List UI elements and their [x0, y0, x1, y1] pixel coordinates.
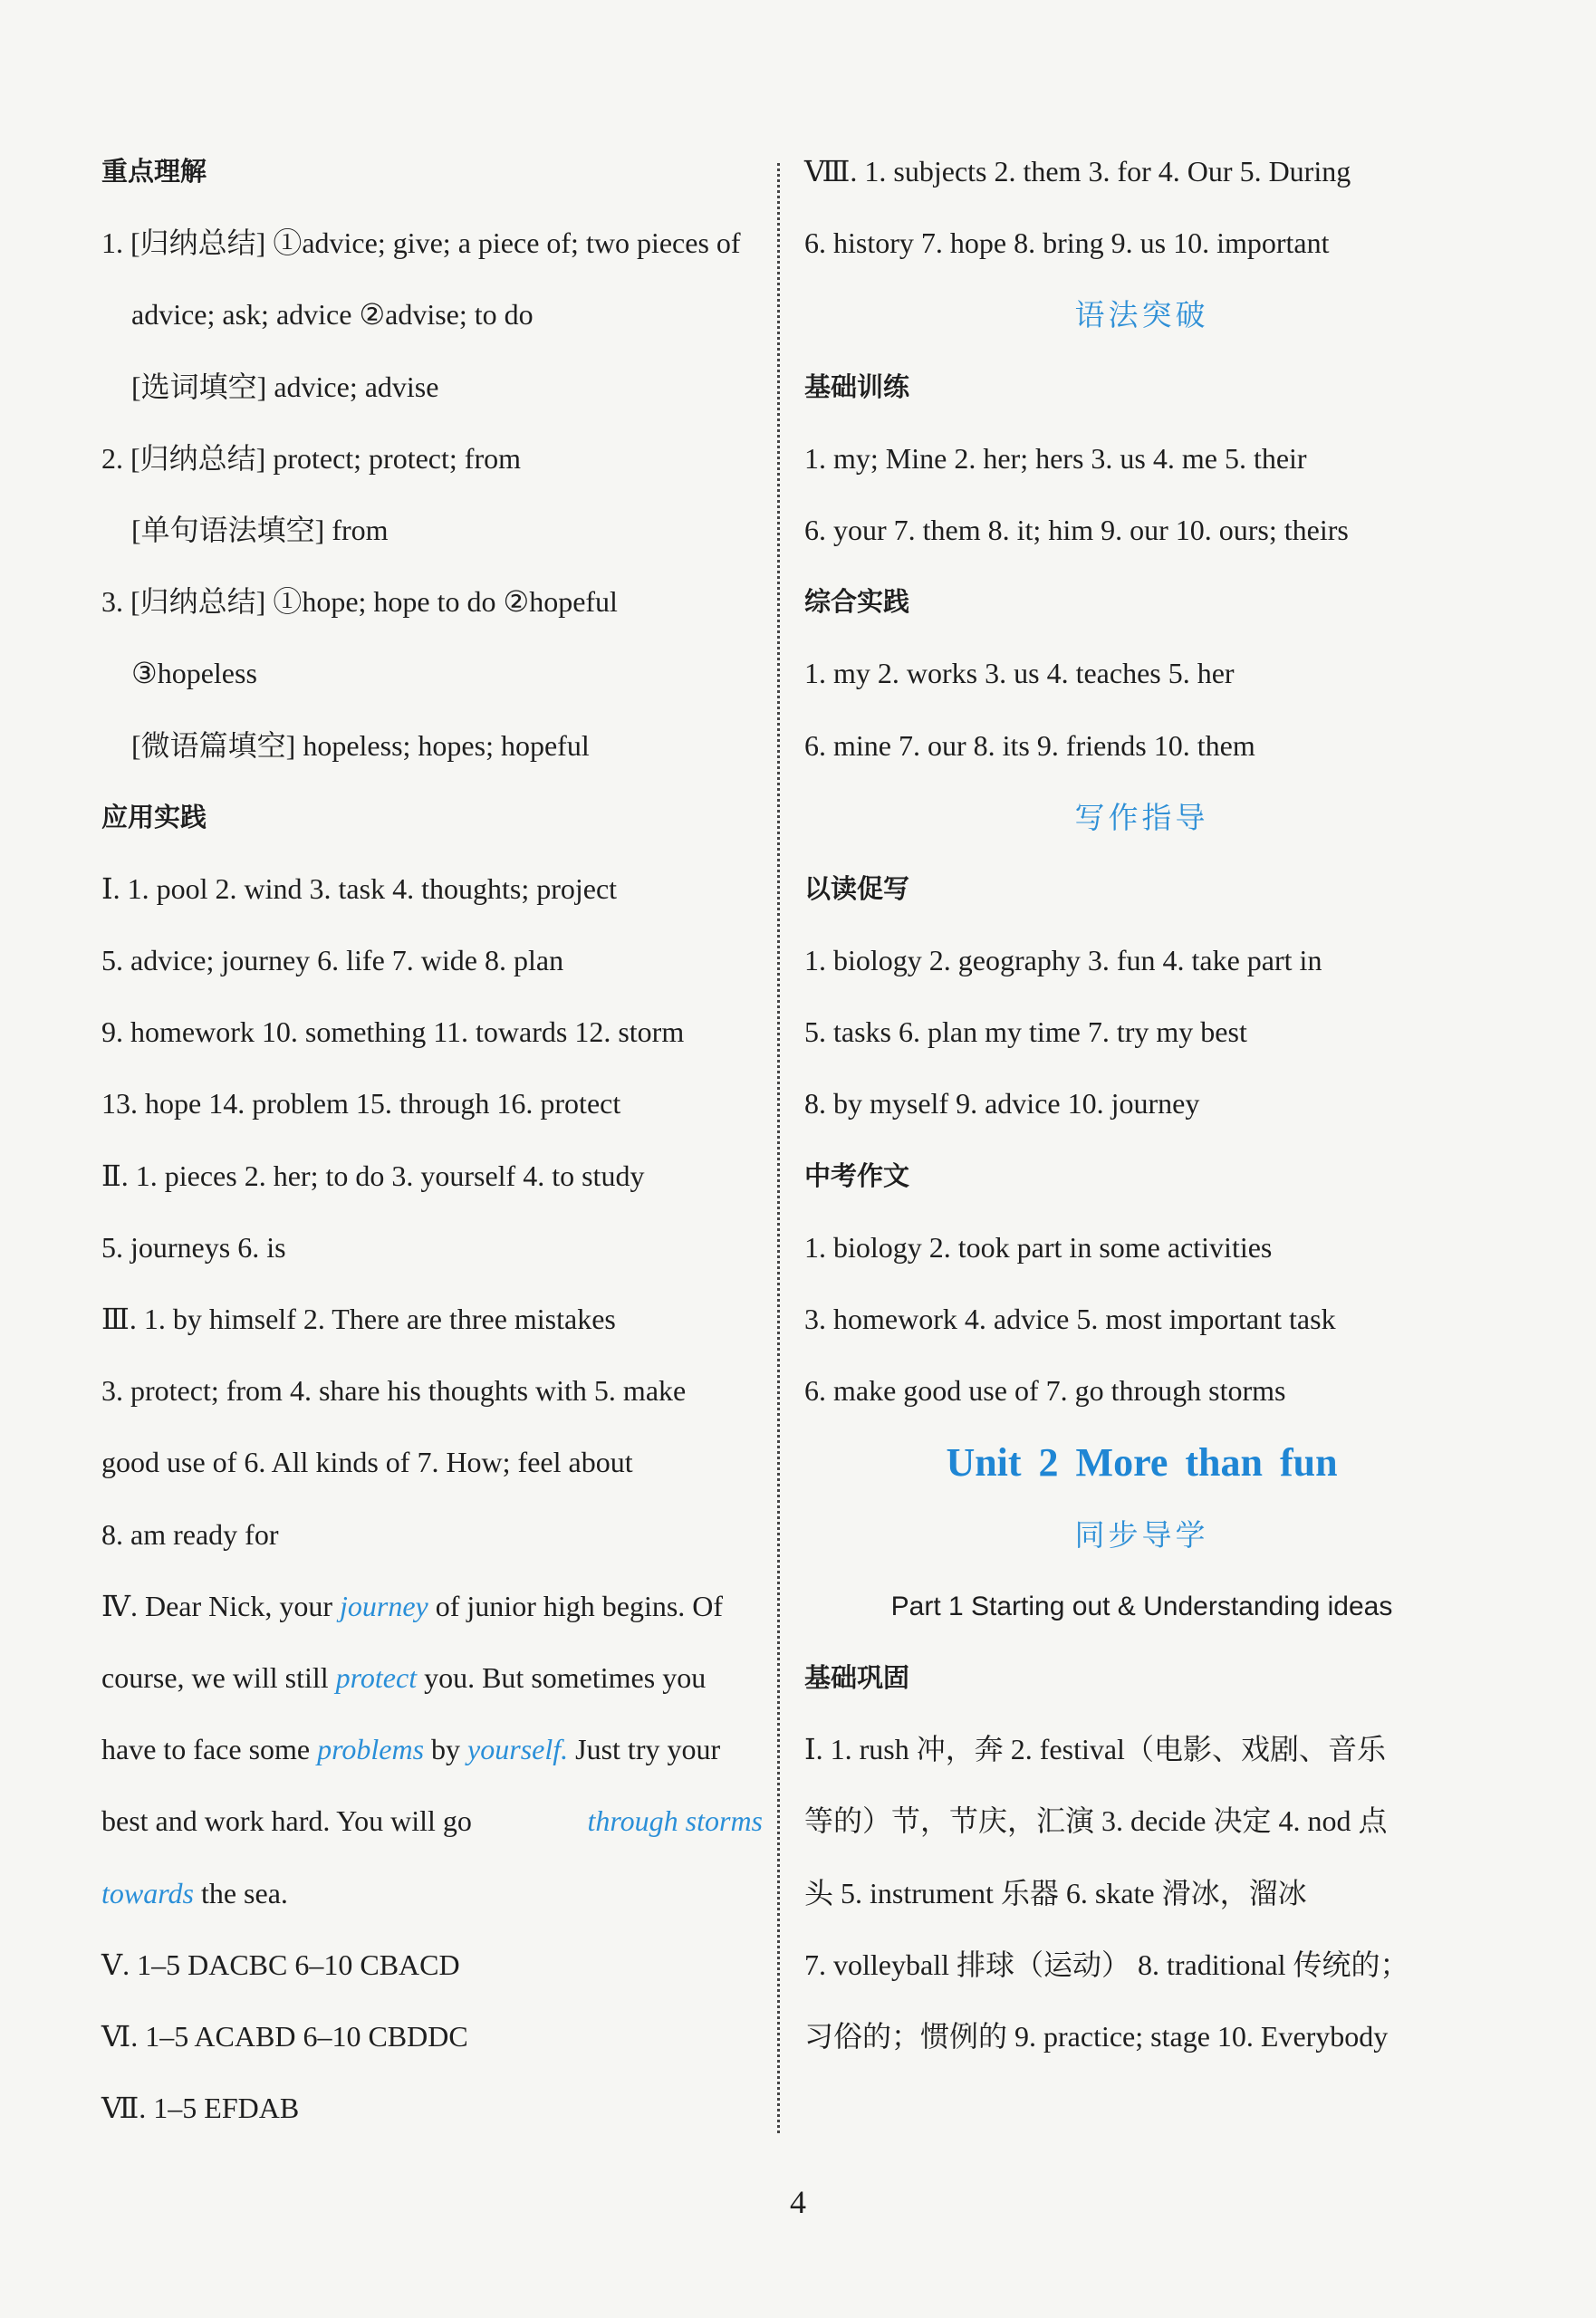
text-line: Ⅰ. 1. pool 2. wind 3. task 4. thoughts; project	[101, 871, 618, 905]
text-line: 8. am ready for	[101, 1517, 279, 1551]
text-line: 5. journeys 6. is	[101, 1230, 286, 1264]
text-line: 1. [归纳总结] ①advice; give; a piece of; two pieces of	[101, 226, 741, 260]
left-column	[101, 136, 763, 2144]
text-line: 6. your 7. them 8. it; him 9. our 10. ours; theirs	[804, 513, 1349, 546]
text-line: 6. mine 7. our 8. its 9. friends 10. them	[804, 728, 1255, 762]
text-line: 6. history 7. hope 8. bring 9. us 10. important	[804, 226, 1330, 260]
right-column	[804, 136, 1479, 2073]
text-line: Ⅷ. 1. subjects 2. them 3. for 4. Our 5. During	[804, 155, 1351, 188]
text-line: 13. hope 14. problem 15. through 16. protect	[101, 1087, 621, 1121]
text-line: 3. protect; from 4. share his thoughts with 5. make	[101, 1374, 687, 1408]
blank-answer: protect	[335, 1660, 418, 1694]
blank-answer: journey	[340, 1589, 428, 1622]
blank-answer: through storms	[587, 1804, 763, 1838]
text-line-indented: [微语篇填空] hopeless; hopes; hopeful	[131, 728, 590, 762]
text-line: 3. [归纳总结] ①hope; hope to do ②hopeful	[101, 585, 618, 619]
text-line: Ⅰ. 1. rush 冲，奔 2. festival（电影、戏剧、音乐	[804, 1733, 1386, 1766]
blank-answer: towards	[101, 1876, 194, 1909]
section-heading: 同步导学	[1074, 1516, 1209, 1553]
text-line: Ⅶ. 1–5 EFDAB	[101, 2092, 300, 2125]
section-heading: 写作指导	[1074, 799, 1209, 835]
column-divider	[777, 163, 780, 2133]
text-line: Ⅱ. 1. pieces 2. her; to do 3. yourself 4. to study	[101, 1159, 645, 1192]
text-line: 9. homework 10. something 11. towards 12. storm	[101, 1015, 685, 1049]
passage	[101, 1571, 763, 1929]
passage-line: Ⅳ. Dear Nick, your journey of junior high begins. Of	[101, 1589, 724, 1622]
text-line: Ⅲ. 1. by himself 2. There are three mistakes	[101, 1303, 616, 1335]
text-line: Ⅴ. 1–5 DACBC 6–10 CBACD	[101, 1948, 460, 1981]
text-line: 习俗的；惯例的 9. practice; stage 10. Everybody	[804, 2019, 1389, 2053]
text-line-indented: [选词填空] advice; advise	[131, 370, 439, 403]
unit-title: Unit 2 More than fun	[946, 1440, 1338, 1486]
passage-line: towards the sea.	[101, 1876, 288, 1909]
text-line-indented: ③hopeless	[131, 657, 257, 690]
page-number: 4	[790, 2184, 806, 2220]
subsection-heading: 重点理解	[101, 156, 207, 187]
text-line: 5. tasks 6. plan my time 7. try my best	[804, 1015, 1247, 1049]
text-line: 5. advice; journey 6. life 7. wide 8. plan	[101, 944, 564, 977]
subsection-heading: 基础巩固	[804, 1661, 910, 1693]
part-title: Part 1 Starting out & Understanding ideas	[890, 1591, 1393, 1621]
text-line-indented: advice; ask; advice ②advise; to do	[131, 298, 534, 332]
text-line: 7. volleyball 排球（运动） 8. traditional 传统的；	[804, 1948, 1409, 1981]
text-line: 等的）节，节庆，汇演 3. decide 决定 4. nod 点	[804, 1804, 1388, 1838]
text-line: 8. by myself 9. advice 10. journey	[804, 1087, 1200, 1121]
text-line: 1. biology 2. took part in some activities	[804, 1230, 1273, 1264]
text-line: 1. biology 2. geography 3. fun 4. take part in	[804, 944, 1322, 977]
blank-answer: problems	[317, 1733, 425, 1766]
text-line: 3. homework 4. advice 5. most important task	[804, 1303, 1336, 1335]
subsection-heading: 基础训练	[804, 370, 910, 402]
subsection-heading: 中考作文	[804, 1159, 910, 1191]
text-line: 1. my; Mine 2. her; hers 3. us 4. me 5. their	[804, 441, 1307, 475]
text-line: good use of 6. All kinds of 7. How; feel about	[101, 1446, 633, 1479]
text-line: 1. my 2. works 3. us 4. teaches 5. her	[804, 657, 1235, 690]
subsection-heading: 以读促写	[804, 872, 910, 904]
passage-line: best and work hard. You will go through storms	[101, 1785, 763, 1857]
subsection-heading: 综合实践	[804, 586, 910, 618]
text-line: 2. [归纳总结] protect; protect; from	[101, 441, 521, 475]
passage-line: course, we will still protect you. But sometimes you	[101, 1660, 707, 1694]
subsection-heading: 应用实践	[101, 801, 207, 832]
passage-line: have to face some problems by yourself. Just try your	[101, 1733, 721, 1766]
text-line: Ⅵ. 1–5 ACABD 6–10 CBDDC	[101, 2019, 468, 2053]
blank-answer: yourself.	[467, 1733, 569, 1766]
section-heading: 语法突破	[1074, 297, 1209, 333]
text-line: 6. make good use of 7. go through storms	[804, 1374, 1286, 1408]
text-line: 头 5. instrument 乐器 6. skate 滑冰，溜冰	[804, 1876, 1307, 1909]
text-line-indented: [单句语法填空] from	[131, 513, 389, 546]
